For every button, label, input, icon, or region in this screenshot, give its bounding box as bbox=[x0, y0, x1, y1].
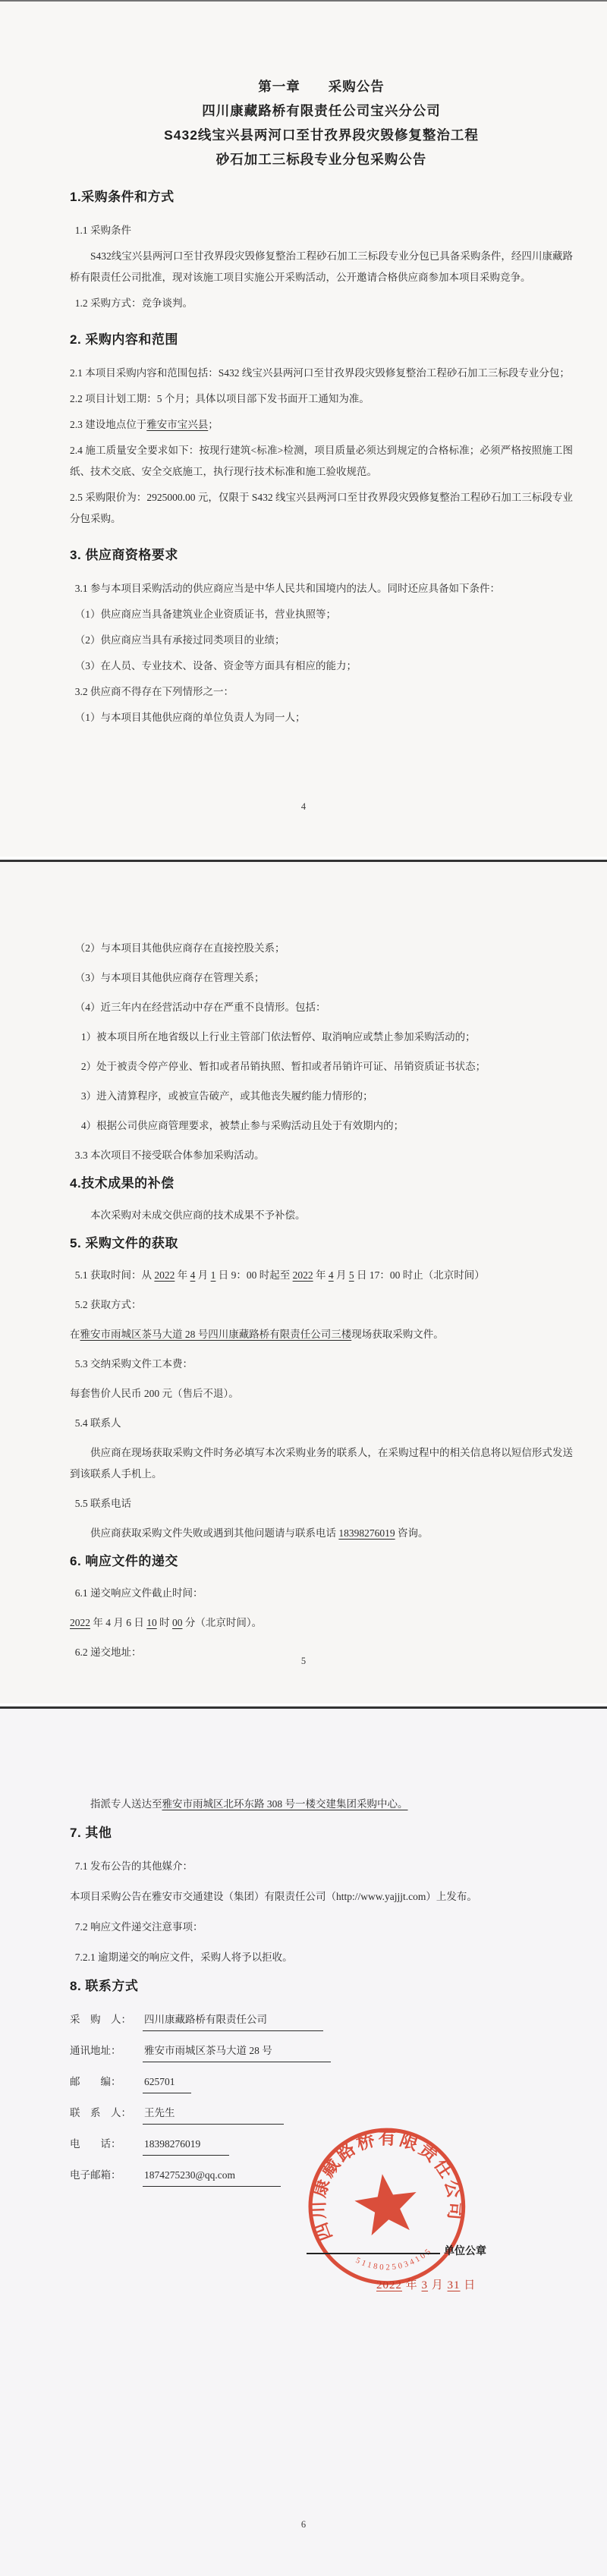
section-heading: 4.技术成果的补偿 bbox=[70, 1176, 175, 1190]
doc-title-line: S432线宝兴县两河口至甘孜界段灾毁修复整治工程 bbox=[164, 127, 479, 143]
list-item: 3.1 参与本项目采购活动的供应商应当是中华人民共和国境内的法人。同时还应具备如下条件： bbox=[74, 583, 500, 594]
contact-label: 通讯地址： bbox=[70, 2045, 121, 2056]
list-item: 6.1 递交响应文件截止时间： bbox=[74, 1587, 203, 1599]
signature-blank-line bbox=[307, 2243, 440, 2254]
list-item: 7.1 发布公告的其他媒介： bbox=[74, 1860, 193, 1872]
page-number: 4 bbox=[300, 801, 307, 812]
contact-value: 18398276019 bbox=[143, 2134, 229, 2156]
paragraph: 2.3 建设地点位于雅安市宝兴县； bbox=[70, 419, 219, 430]
seal-signature-line bbox=[307, 2243, 486, 2258]
section-heading: 7. 其他 bbox=[70, 1826, 112, 1840]
paragraph: 2.5 采购限价为：2925000.00 元，仅限于 S432 线宝兴县两河口至甘孜界段灾毁修复整治工程砂石加工三标段专业分包采购。 bbox=[70, 492, 573, 524]
section-heading: 3. 供应商资格要求 bbox=[70, 548, 178, 562]
contact-value: 雅安市雨城区茶马大道 28 号 bbox=[143, 2040, 331, 2062]
list-item: （2）供应商应当具有承接过同类项目的业绩； bbox=[74, 634, 285, 646]
page-number: 5 bbox=[300, 1656, 307, 1666]
doc-title-line: 四川康藏路桥有限责任公司宝兴分公司 bbox=[202, 103, 441, 118]
list-item: 5.3 交纳采购文件工本费： bbox=[74, 1358, 193, 1370]
sub-list-item: 3）进入清算程序，或被宣告破产，或其他丧失履约能力情形的； bbox=[80, 1090, 373, 1102]
contact-row bbox=[70, 2040, 573, 2062]
contact-row bbox=[70, 2103, 573, 2125]
list-item: 3.3 本次项目不接受联合体参加采购活动。 bbox=[74, 1150, 265, 1161]
svg-text:四川康藏路桥有限责任公司: 四川康藏路桥有限责任公司 bbox=[309, 2128, 465, 2244]
list-item: （2）与本项目其他供应商存在直接控股关系； bbox=[74, 942, 285, 954]
contact-row bbox=[70, 2071, 573, 2093]
list-item: 3.2 供应商不得存在下列情形之一： bbox=[74, 686, 234, 697]
announcement-date: 2022 年 3 月 31 日 bbox=[376, 2279, 476, 2291]
list-item: 5.4 联系人 bbox=[74, 1417, 121, 1429]
contact-value: 王先生 bbox=[143, 2103, 284, 2125]
sub-list-item: 4）根据公司供应商管理要求，被禁止参与采购活动且处于有效期内的； bbox=[80, 1120, 404, 1131]
paragraph: 2.2 项目计划工期：5 个月；具体以项目部下发书面开工通知为准。 bbox=[70, 393, 370, 404]
page-number: 6 bbox=[300, 2519, 307, 2530]
contact-value: 四川康藏路桥有限责任公司 bbox=[143, 2009, 323, 2031]
paragraph-indented: 供应商在现场获取采购文件时务必填写本次采购业务的联系人，在采购过程中的相关信息将以短信形式发送到该联系人手机上。 bbox=[70, 1447, 573, 1480]
scanned-page-4 bbox=[0, 0, 607, 857]
section-heading: 5. 采购文件的获取 bbox=[70, 1236, 178, 1250]
paragraph-indented: 本次采购对未成交供应商的技术成果不予补偿。 bbox=[90, 1209, 306, 1221]
paragraph: 2.1 本项目采购内容和范围包括：S432 线宝兴县两河口至甘孜界段灾毁修复整治工程砂石加工三标段专业分包； bbox=[70, 367, 570, 379]
paragraph-indented: 供应商获取采购文件失败或遇到其他问题请与联系电话 18398276019 咨询。 bbox=[90, 1527, 429, 1539]
list-item: 6.2 递交地址： bbox=[74, 1647, 142, 1658]
doc-title-line: 第一章 采购公告 bbox=[258, 79, 385, 94]
list-item: 5.1 获取时间：从 2022 年 4 月 1 日 9：00 时起至 2022 年 4 月 5 日 17：00 时止（北京时间） bbox=[74, 1269, 485, 1281]
section-heading: 6. 响应文件的递交 bbox=[70, 1554, 178, 1568]
contact-label: 电子邮箱： bbox=[70, 2169, 121, 2181]
scanned-page-5 bbox=[0, 860, 607, 1703]
section-heading: 2. 采购内容和范围 bbox=[70, 332, 178, 347]
sub-list-item: 2）处于被责令停产停业、暂扣或者吊销执照、暂扣或者吊销许可证、吊销资质证书状态； bbox=[80, 1061, 486, 1072]
section-heading: 1.采购条件和方式 bbox=[70, 190, 175, 204]
scanned-page-6 bbox=[0, 1706, 607, 2576]
contact-row bbox=[70, 2009, 573, 2031]
list-item: 7.2 响应文件递交注意事项： bbox=[74, 1921, 203, 1933]
paragraph: 本项目采购公告在雅安市交通建设（集团）有限责任公司（http://www.yajjjt.com）上发布。 bbox=[70, 1891, 477, 1902]
list-item: 7.2.1 逾期递交的响应文件，采购人将予以拒收。 bbox=[74, 1952, 293, 1963]
paragraph: 每套售价人民币 200 元（售后不退）。 bbox=[70, 1388, 239, 1399]
contact-value: 625701 bbox=[143, 2071, 191, 2093]
list-item: （4）近三年内在经营活动中存在严重不良情形。包括： bbox=[74, 1002, 326, 1013]
page-blocks bbox=[70, 1794, 573, 2187]
paragraph-indented: S432线宝兴县两河口至甘孜界段灾毁修复整治工程砂石加工三标段专业分包已具备采购条件，经四川康藏路桥有限责任公司批准，现对该施工项目实施公开采购活动，公开邀请合格供应商参加本项目采购竞争。 bbox=[70, 250, 573, 283]
paragraph: 2.4 施工质量安全要求如下：按现行建筑<标准>检测，项目质量必须达到规定的合格标准；必须严格按照施工图纸、技术交底、安全交底施工，执行现行技术标准和施工验收规范。 bbox=[70, 445, 573, 477]
paragraph: 在雅安市雨城区茶马大道 28 号四川康藏路桥有限责任公司三楼现场获取采购文件。 bbox=[70, 1329, 444, 1340]
list-item: 1.2 采购方式：竞争谈判。 bbox=[74, 297, 193, 309]
contact-label: 电 话： bbox=[70, 2138, 121, 2150]
paragraph-indented: 指派专人送达至雅安市雨城区北环东路 308 号一楼交建集团采购中心。 bbox=[90, 1798, 408, 1810]
list-item: 5.2 获取方式： bbox=[74, 1299, 142, 1310]
doc-title-line: 砂石加工三标段专业分包采购公告 bbox=[215, 152, 427, 167]
contact-label: 采 购 人： bbox=[70, 2014, 131, 2025]
contact-row bbox=[70, 2134, 573, 2156]
contact-label: 邮 编： bbox=[70, 2076, 121, 2087]
page-blocks bbox=[70, 74, 573, 728]
page-blocks bbox=[70, 938, 573, 1663]
list-item: 1.1 采购条件 bbox=[74, 225, 131, 236]
section-heading: 8. 联系方式 bbox=[70, 1979, 139, 1993]
contact-label: 联 系 人： bbox=[70, 2107, 131, 2118]
list-item: 5.5 联系电话 bbox=[74, 1498, 131, 1509]
contact-value: 1874275230@qq.com bbox=[143, 2165, 281, 2187]
svg-text:5118025034105: 5118025034105 bbox=[354, 2245, 435, 2272]
sub-list-item: 1）被本项目所在地省级以上行业主管部门依法暂停、取消响应或禁止参加采购活动的； bbox=[80, 1031, 476, 1043]
list-item: （3）与本项目其他供应商存在管理关系； bbox=[74, 972, 265, 983]
contact-row bbox=[70, 2165, 573, 2187]
list-item: （1）供应商应当具备建筑业企业资质证书，营业执照等； bbox=[74, 609, 336, 620]
list-item: （3）在人员、专业技术、设备、资金等方面具有相应的能力； bbox=[74, 660, 357, 672]
list-item: （1）与本项目其他供应商的单位负责人为同一人； bbox=[74, 712, 306, 723]
seal-label: 单位公章 bbox=[444, 2246, 486, 2257]
paragraph: 2022 年 4 月 6 日 10 时 00 分（北京时间）。 bbox=[70, 1617, 263, 1628]
